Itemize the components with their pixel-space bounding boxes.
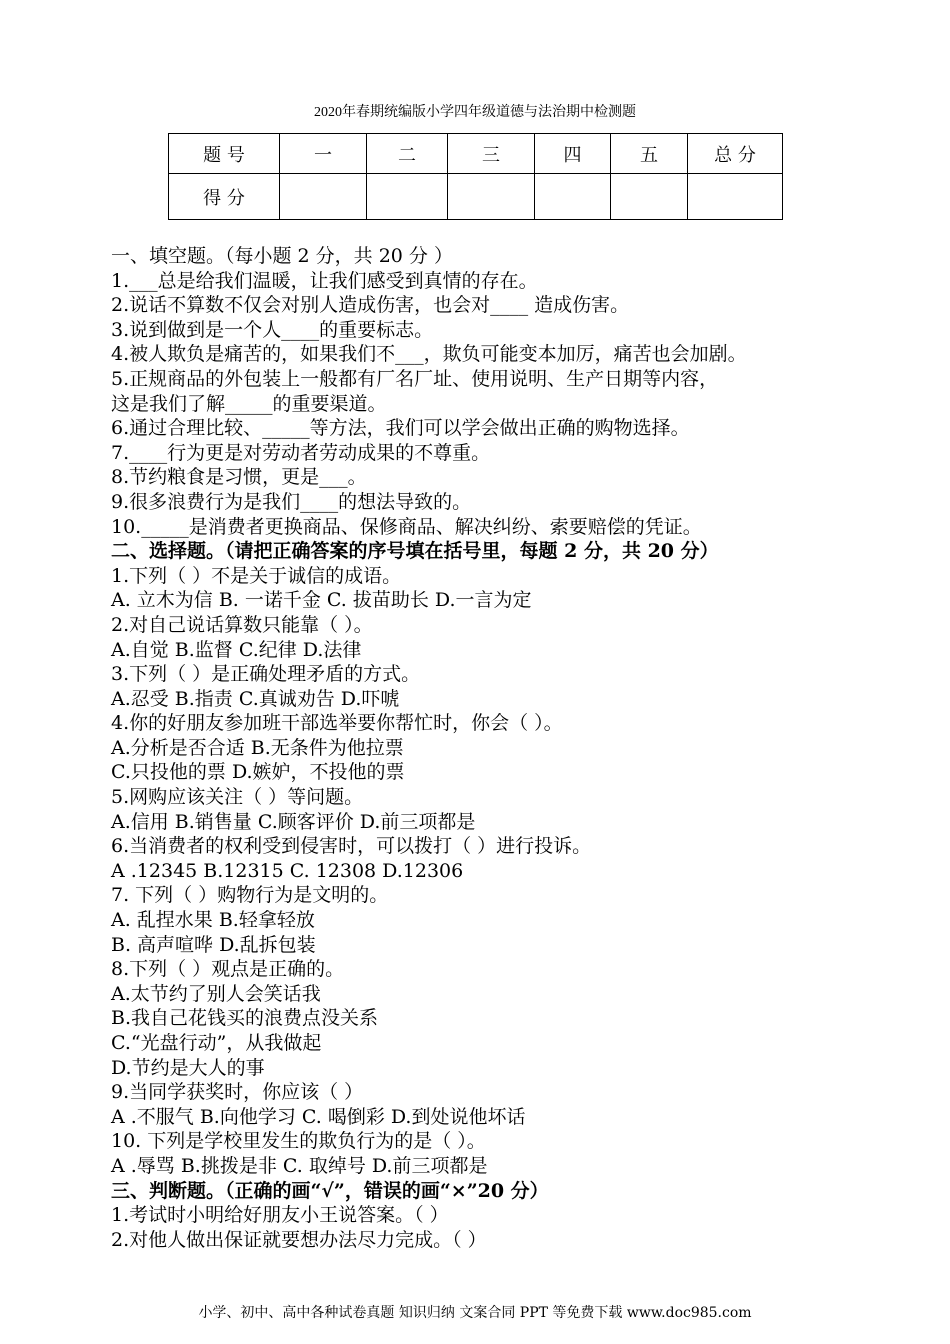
text-line: A.信用 B.销售量 C.顾客评价 D.前三项都是 bbox=[111, 810, 476, 833]
text-line: 1.___总是给我们温暖，让我们感受到真情的存在。 bbox=[111, 269, 538, 292]
text-line: 2.说话不算数不仅会对别人造成伤害，也会对____ 造成伤害。 bbox=[111, 294, 630, 317]
text-line: 三、判断题。（正确的画“√”，错误的画“×”20 分） bbox=[111, 1179, 549, 1202]
text-line: D.节约是大人的事 bbox=[111, 1056, 265, 1079]
score-cell bbox=[611, 174, 688, 220]
text-line: 9.很多浪费行为是我们____的想法导致的。 bbox=[111, 490, 472, 513]
score-cell bbox=[688, 174, 783, 220]
text-line: 5.正规商品的外包装上一般都有厂名厂址、使用说明、生产日期等内容， bbox=[111, 367, 719, 390]
text-line: 3.说到做到是一个人____的重要标志。 bbox=[111, 318, 434, 341]
text-line: 8.节约粮食是习惯，更是___。 bbox=[111, 466, 367, 489]
text-line: 10. 下列是学校里发生的欺负行为的是（ ）。 bbox=[111, 1130, 486, 1153]
score-table-score-row bbox=[169, 174, 783, 220]
text-line: 一、填空题。（每小题 2 分，共 20 分 ） bbox=[111, 245, 453, 267]
text-line: A .不服气 B.向他学习 C. 喝倒彩 D.到处说他坏话 bbox=[111, 1105, 526, 1128]
text-line: A. 乱捏水果 B.轻拿轻放 bbox=[111, 909, 315, 932]
text-line: B.我自己花钱买的浪费点没关系 bbox=[111, 1007, 379, 1030]
score-cell bbox=[448, 174, 535, 220]
score-cell bbox=[367, 174, 448, 220]
text-line: 2.对他人做出保证就要想办法尽力完成。（ ） bbox=[111, 1228, 487, 1251]
text-line: 1.考试时小明给好朋友小王说答案。（ ） bbox=[111, 1204, 449, 1227]
text-line: A.太节约了别人会笑话我 bbox=[111, 982, 321, 1005]
header-cell: 四 bbox=[535, 134, 611, 174]
text-line: 2.对自己说话算数只能靠（ ）。 bbox=[111, 613, 373, 636]
header-cell: 题 号 bbox=[169, 134, 280, 174]
text-line: 5.网购应该关注（ ）等问题。 bbox=[111, 786, 364, 809]
header-cell: 五 bbox=[611, 134, 688, 174]
text-line: 4.被人欺负是痛苦的，如果我们不___，欺负可能变本加厉，痛苦也会加剧。 bbox=[111, 343, 747, 366]
header-cell: 二 bbox=[367, 134, 448, 174]
text-line: B. 高声喧哗 D.乱拆包装 bbox=[111, 933, 316, 956]
text-line: 这是我们了解_____的重要渠道。 bbox=[111, 392, 387, 415]
header-cell: 总 分 bbox=[688, 134, 783, 174]
text-line: 6.通过合理比较、_____等方法，我们可以学会做出正确的购物选择。 bbox=[111, 417, 690, 440]
text-line: 8.下列（ ）观点是正确的。 bbox=[111, 958, 345, 981]
score-table-header-row bbox=[169, 134, 783, 174]
exam-content bbox=[111, 244, 941, 1252]
text-line: A.忍受 B.指责 C.真诚劝告 D.吓唬 bbox=[111, 687, 400, 710]
score-cell bbox=[280, 174, 367, 220]
text-line: 9.当同学获奖时，你应该（ ） bbox=[111, 1081, 364, 1104]
exam-title: 2020年春期统编版小学四年级道德与法治期中检测题 bbox=[314, 105, 636, 120]
score-label-cell: 得 分 bbox=[169, 174, 280, 220]
text-line: A. 立木为信 B. 一诺千金 C. 拔苗助长 D.一言为定 bbox=[111, 589, 532, 612]
text-line: 7. 下列（ ）购物行为是文明的。 bbox=[111, 884, 389, 907]
text-line: 7.____行为更是对劳动者劳动成果的不尊重。 bbox=[111, 441, 491, 464]
text-line: 1.下列（ ）不是关于诚信的成语。 bbox=[111, 564, 402, 587]
text-line: A.自觉 B.监督 C.纪律 D.法律 bbox=[111, 638, 362, 661]
text-line: 3.下列（ ）是正确处理矛盾的方式。 bbox=[111, 663, 421, 686]
text-line: C.只投他的票 D.嫉妒，不投他的票 bbox=[111, 761, 405, 784]
header-cell: 一 bbox=[280, 134, 367, 174]
text-line: A.分析是否合适 B.无条件为他拉票 bbox=[111, 736, 404, 759]
text-line: 二、选择题。（请把正确答案的序号填在括号里，每题 2 分，共 20 分） bbox=[111, 540, 719, 563]
score-table bbox=[168, 133, 783, 220]
score-cell bbox=[535, 174, 611, 220]
text-line: 6.当消费者的权利受到侵害时，可以拨打（ ）进行投诉。 bbox=[111, 835, 592, 858]
footer-text: 小学、初中、高中各种试卷真题 知识归纳 文案合同 PPT 等免费下载 www.doc985.com bbox=[198, 1305, 752, 1321]
text-line: 10._____是消费者更换商品、保修商品、解决纠纷、索要赔偿的凭证。 bbox=[111, 515, 702, 538]
text-line: C.“光盘行动”，从我做起 bbox=[111, 1032, 322, 1054]
text-line: 4.你的好朋友参加班干部选举要你帮忙时，你会（ ）。 bbox=[111, 712, 563, 735]
text-line: A .辱骂 B.挑拨是非 C. 取绰号 D.前三项都是 bbox=[111, 1154, 488, 1177]
text-line: A .12345 B.12315 C. 12308 D.12306 bbox=[111, 859, 464, 882]
header-cell: 三 bbox=[448, 134, 535, 174]
